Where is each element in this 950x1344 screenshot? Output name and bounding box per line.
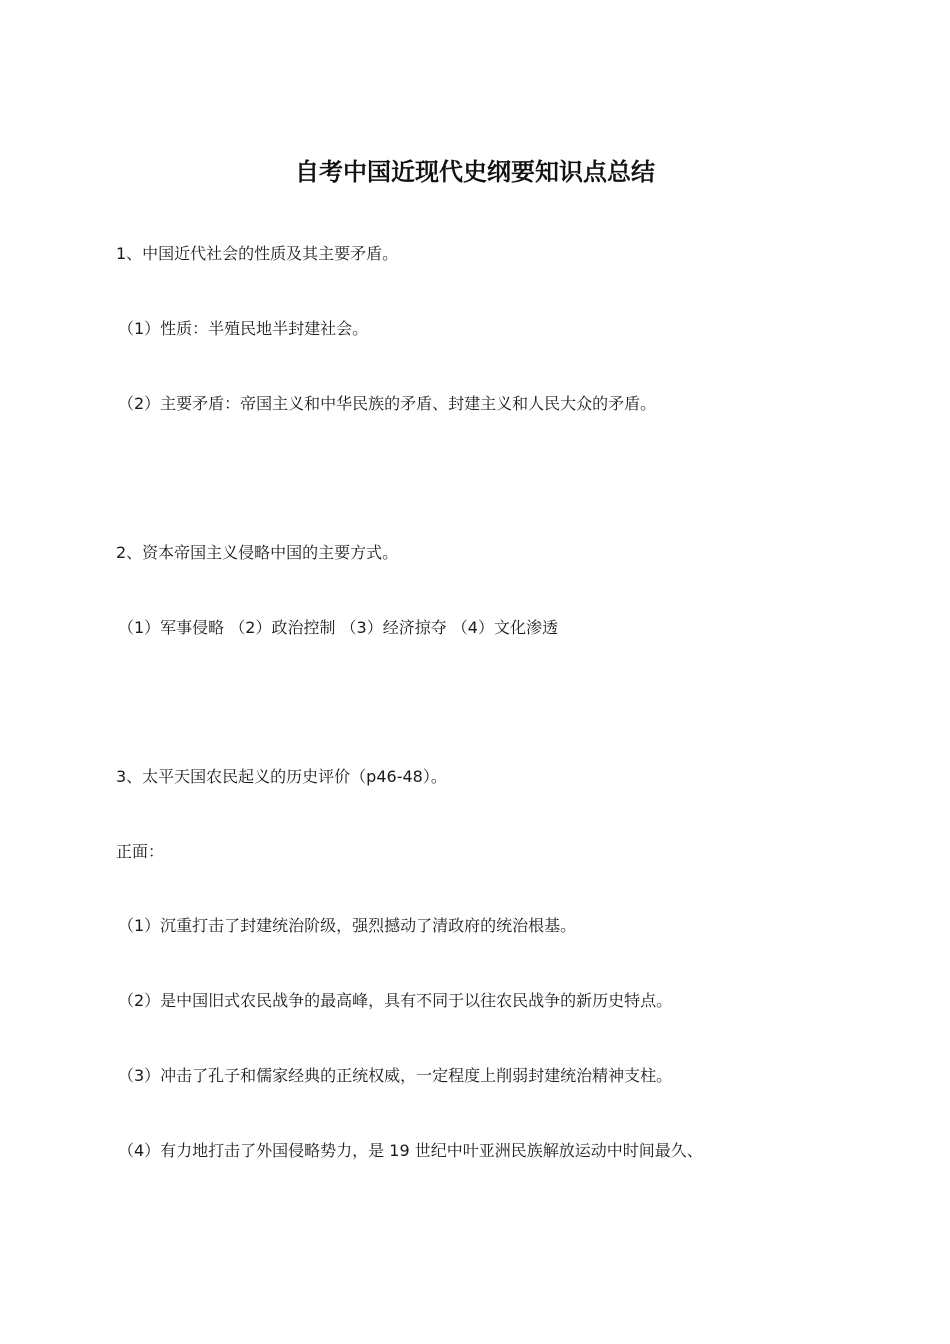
section-1-item-2: （2）主要矛盾：帝国主义和中华民族的矛盾、封建主义和人民大众的矛盾。 <box>118 394 657 413</box>
section-3-item-1: （1）沉重打击了封建统治阶级，强烈撼动了清政府的统治根基。 <box>118 916 577 935</box>
document-title: 自考中国近现代史纲要知识点总结 <box>295 158 655 186</box>
section-2-heading: 2、资本帝国主义侵略中国的主要方式。 <box>116 543 399 562</box>
section-3-item-2: （2）是中国旧式农民战争的最高峰，具有不同于以往农民战争的新历史特点。 <box>118 991 673 1010</box>
section-3-item-4: （4）有力地打击了外国侵略势力，是 19 世纪中叶亚洲民族解放运动中时间最久、 <box>118 1141 703 1160</box>
section-1-item-1: （1）性质：半殖民地半封建社会。 <box>118 319 369 338</box>
section-3-subheading: 正面： <box>116 842 165 861</box>
section-3-heading: 3、太平天国农民起义的历史评价（p46-48）。 <box>116 767 447 786</box>
section-3-item-3: （3）冲击了孔子和儒家经典的正统权威，一定程度上削弱封建统治精神支柱。 <box>118 1066 673 1085</box>
section-2-item-1: （1）军事侵略 （2）政治控制 （3）经济掠夺 （4）文化渗透 <box>118 618 558 637</box>
section-1-heading: 1、中国近代社会的性质及其主要矛盾。 <box>116 244 399 263</box>
